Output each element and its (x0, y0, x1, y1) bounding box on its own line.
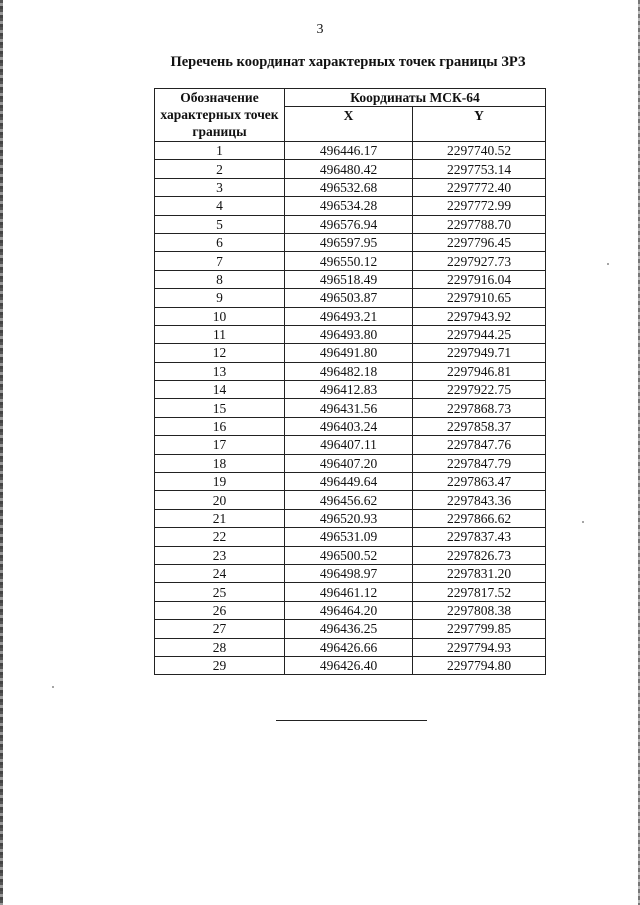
table-row (155, 436, 546, 454)
x-coordinate-cell: 496493.80 (285, 325, 413, 343)
table-row (155, 528, 546, 546)
page-number: 3 (316, 22, 324, 37)
point-number-cell: 8 (155, 270, 285, 288)
point-number-cell: 15 (155, 399, 285, 417)
table-row (155, 252, 546, 270)
x-coordinate-cell: 496446.17 (285, 142, 413, 160)
scan-edge-left (0, 0, 3, 905)
table-row (155, 491, 546, 509)
table-row (155, 620, 546, 638)
table-row (155, 473, 546, 491)
table-row (155, 601, 546, 619)
point-number-cell: 5 (155, 215, 285, 233)
table-row (155, 381, 546, 399)
x-coordinate-cell: 496534.28 (285, 197, 413, 215)
scan-speck (607, 263, 609, 265)
point-number-cell: 27 (155, 620, 285, 638)
table-row (155, 270, 546, 288)
table-row (155, 583, 546, 601)
y-coordinate-cell: 2297808.38 (413, 601, 546, 619)
y-coordinate-cell: 2297837.43 (413, 528, 546, 546)
table-row (155, 178, 546, 196)
table-row (155, 289, 546, 307)
table-row (155, 417, 546, 435)
x-coordinate-cell: 496403.24 (285, 417, 413, 435)
coordinates-group-header: Координаты МСК-64 (285, 89, 546, 107)
y-coordinate-cell: 2297796.45 (413, 233, 546, 251)
point-number-cell: 28 (155, 638, 285, 656)
point-number-cell: 29 (155, 656, 285, 674)
point-number-cell: 12 (155, 344, 285, 362)
point-number-cell: 23 (155, 546, 285, 564)
point-number-cell: 18 (155, 454, 285, 472)
x-coordinate-cell: 496550.12 (285, 252, 413, 270)
y-coordinate-cell: 2297847.76 (413, 436, 546, 454)
y-coordinate-cell: 2297817.52 (413, 583, 546, 601)
x-coordinate-cell: 496461.12 (285, 583, 413, 601)
table-row (155, 344, 546, 362)
point-number-cell: 1 (155, 142, 285, 160)
x-coordinate-cell: 496532.68 (285, 178, 413, 196)
table-row (155, 325, 546, 343)
point-designation-header: Обозначение характерных точек границы (155, 89, 285, 142)
table-row (155, 509, 546, 527)
table-row (155, 546, 546, 564)
point-number-cell: 10 (155, 307, 285, 325)
x-coordinate-cell: 496426.66 (285, 638, 413, 656)
y-coordinate-cell: 2297831.20 (413, 564, 546, 582)
x-coordinate-cell: 496412.83 (285, 381, 413, 399)
point-number-cell: 3 (155, 178, 285, 196)
x-coordinate-cell: 496576.94 (285, 215, 413, 233)
x-coordinate-cell: 496491.80 (285, 344, 413, 362)
x-coordinate-cell: 496407.20 (285, 454, 413, 472)
y-coordinate-cell: 2297772.40 (413, 178, 546, 196)
table-row (155, 307, 546, 325)
y-coordinate-cell: 2297847.79 (413, 454, 546, 472)
table-row (155, 233, 546, 251)
x-coordinate-cell: 496480.42 (285, 160, 413, 178)
y-coordinate-cell: 2297868.73 (413, 399, 546, 417)
y-coordinate-cell: 2297772.99 (413, 197, 546, 215)
y-coordinate-cell: 2297916.04 (413, 270, 546, 288)
x-coordinate-cell: 496431.56 (285, 399, 413, 417)
y-coordinate-cell: 2297922.75 (413, 381, 546, 399)
y-coordinate-cell: 2297943.92 (413, 307, 546, 325)
point-number-cell: 13 (155, 362, 285, 380)
y-coordinate-cell: 2297843.36 (413, 491, 546, 509)
table-row (155, 656, 546, 674)
point-number-cell: 11 (155, 325, 285, 343)
x-coordinate-cell: 496436.25 (285, 620, 413, 638)
x-coordinate-cell: 496531.09 (285, 528, 413, 546)
table-row (155, 142, 546, 160)
table-row (155, 399, 546, 417)
point-number-cell: 7 (155, 252, 285, 270)
x-coordinate-cell: 496500.52 (285, 546, 413, 564)
point-number-cell: 16 (155, 417, 285, 435)
point-number-cell: 4 (155, 197, 285, 215)
table-row (155, 454, 546, 472)
y-coordinate-cell: 2297799.85 (413, 620, 546, 638)
x-coordinate-cell: 496503.87 (285, 289, 413, 307)
x-coordinate-cell: 496426.40 (285, 656, 413, 674)
y-coordinate-cell: 2297788.70 (413, 215, 546, 233)
point-number-cell: 2 (155, 160, 285, 178)
point-number-cell: 6 (155, 233, 285, 251)
y-coordinate-cell: 2297826.73 (413, 546, 546, 564)
y-coordinate-cell: 2297863.47 (413, 473, 546, 491)
y-coordinate-cell: 2297946.81 (413, 362, 546, 380)
point-number-cell: 26 (155, 601, 285, 619)
point-number-cell: 24 (155, 564, 285, 582)
table-row (155, 638, 546, 656)
y-coordinate-cell: 2297794.80 (413, 656, 546, 674)
page-title: Перечень координат характерных точек границы ЗРЗ (170, 54, 526, 70)
table-row (155, 215, 546, 233)
y-coordinate-cell: 2297949.71 (413, 344, 546, 362)
table-body (155, 142, 546, 675)
end-of-document-line (276, 720, 427, 721)
y-column-header: Y (413, 107, 546, 142)
table-row (155, 564, 546, 582)
y-coordinate-cell: 2297866.62 (413, 509, 546, 527)
x-coordinate-cell: 496597.95 (285, 233, 413, 251)
x-coordinate-cell: 496493.21 (285, 307, 413, 325)
point-number-cell: 25 (155, 583, 285, 601)
table-row (155, 362, 546, 380)
scan-speck (52, 686, 54, 688)
x-coordinate-cell: 496520.93 (285, 509, 413, 527)
point-number-cell: 9 (155, 289, 285, 307)
table-row (155, 160, 546, 178)
x-coordinate-cell: 496456.62 (285, 491, 413, 509)
coordinates-table (154, 88, 546, 675)
y-coordinate-cell: 2297753.14 (413, 160, 546, 178)
y-coordinate-cell: 2297944.25 (413, 325, 546, 343)
y-coordinate-cell: 2297927.73 (413, 252, 546, 270)
point-number-cell: 17 (155, 436, 285, 454)
point-number-cell: 14 (155, 381, 285, 399)
x-coordinate-cell: 496407.11 (285, 436, 413, 454)
point-number-cell: 22 (155, 528, 285, 546)
scan-speck (582, 521, 584, 523)
x-coordinate-cell: 496464.20 (285, 601, 413, 619)
table-row (155, 197, 546, 215)
y-coordinate-cell: 2297794.93 (413, 638, 546, 656)
x-coordinate-cell: 496449.64 (285, 473, 413, 491)
point-number-cell: 20 (155, 491, 285, 509)
y-coordinate-cell: 2297858.37 (413, 417, 546, 435)
x-coordinate-cell: 496498.97 (285, 564, 413, 582)
y-coordinate-cell: 2297740.52 (413, 142, 546, 160)
x-column-header: X (285, 107, 413, 142)
point-number-cell: 19 (155, 473, 285, 491)
table-header-row (155, 89, 546, 107)
x-coordinate-cell: 496482.18 (285, 362, 413, 380)
point-number-cell: 21 (155, 509, 285, 527)
x-coordinate-cell: 496518.49 (285, 270, 413, 288)
y-coordinate-cell: 2297910.65 (413, 289, 546, 307)
